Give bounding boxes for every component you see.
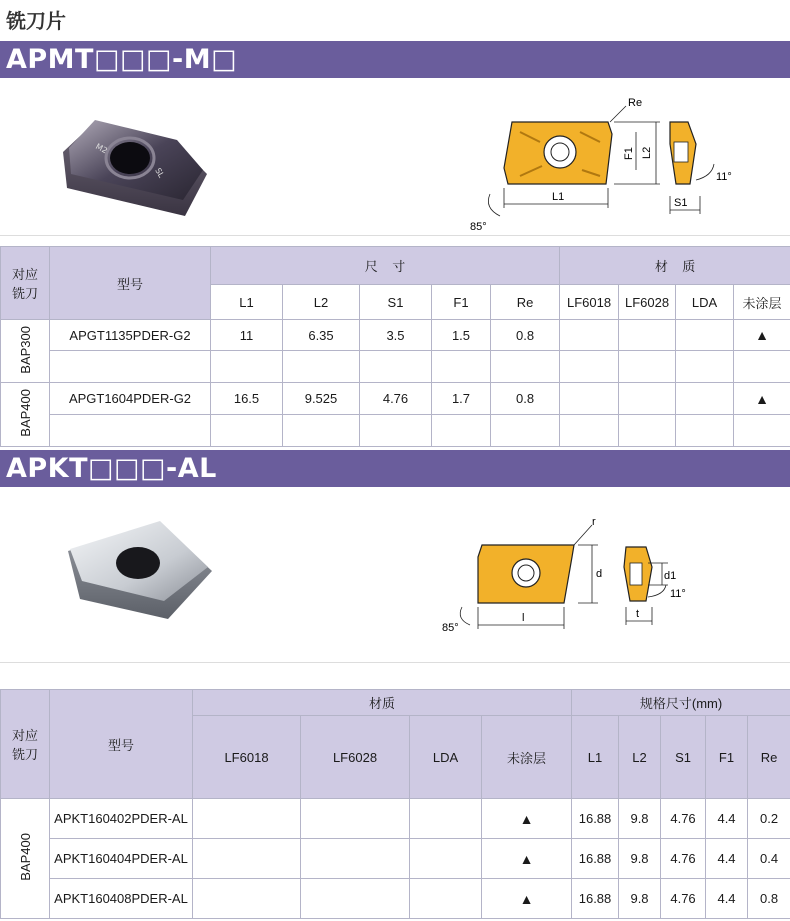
cell — [193, 799, 301, 839]
col-uncoated: 未涂层 — [734, 285, 790, 320]
col-lf6028: LF6028 — [619, 285, 676, 320]
angle-85: 85° — [442, 622, 459, 634]
cell — [619, 383, 676, 415]
col-model: 型号 — [50, 247, 211, 320]
dim-d1: d1 — [664, 570, 677, 582]
table-row — [1, 320, 790, 351]
col-l2: L2 — [283, 285, 360, 320]
col-tool: 对应 铣刀 — [1, 247, 50, 320]
cell: 4.76 — [661, 799, 706, 839]
cell-mark: ▲ — [482, 879, 572, 919]
cell-mark: ▲ — [734, 383, 790, 415]
cell — [560, 383, 619, 415]
tool-label: BAP300 — [17, 325, 33, 374]
group-size: 规格尺寸(mm) — [572, 690, 790, 716]
figure-apkt — [0, 487, 790, 663]
cell: 4.76 — [360, 383, 432, 415]
table-row-empty — [1, 415, 790, 447]
col-l2: L2 — [619, 716, 661, 799]
cell: 6.35 — [283, 320, 360, 351]
dim-s1: S1 — [674, 197, 688, 209]
cell — [301, 879, 410, 919]
group-size: 尺 寸 — [211, 247, 560, 285]
cell-model: APGT1604PDER-G2 — [50, 383, 211, 415]
cell — [560, 320, 619, 351]
cell — [676, 320, 734, 351]
drawing-apmt — [460, 84, 790, 234]
cell-mark: ▲ — [734, 320, 790, 351]
col-re: Re — [748, 716, 790, 799]
cell: 4.4 — [706, 879, 748, 919]
cell: 16.5 — [211, 383, 283, 415]
figure-apmt — [0, 78, 790, 236]
dim-l: l — [522, 612, 525, 624]
spec-table-apkt — [0, 689, 790, 919]
drawing-apkt — [436, 507, 766, 667]
col-l1: L1 — [572, 716, 619, 799]
col-f1: F1 — [706, 716, 748, 799]
cell: 9.8 — [619, 839, 661, 879]
dim-l1: L1 — [552, 191, 565, 203]
cell: 1.7 — [432, 383, 491, 415]
col-s1: S1 — [661, 716, 706, 799]
cell: 4.4 — [706, 839, 748, 879]
col-lf6028: LF6028 — [301, 716, 410, 799]
cell: 16.88 — [572, 799, 619, 839]
cell: 9.525 — [283, 383, 360, 415]
cell-model: APGT1135PDER-G2 — [50, 320, 211, 351]
cell: 3.5 — [360, 320, 432, 351]
table-row — [1, 799, 790, 839]
cell-model: APKT160408PDER-AL — [50, 879, 193, 919]
table-row-empty — [1, 351, 790, 383]
cell — [301, 799, 410, 839]
cell: 4.4 — [706, 799, 748, 839]
tool-label: BAP400 — [17, 389, 33, 437]
page-title: 铣刀片 — [6, 9, 66, 33]
cell — [410, 839, 482, 879]
cell-model: APKT160404PDER-AL — [50, 839, 193, 879]
cell: 9.8 — [619, 879, 661, 919]
insert-mark-a: M2 — [94, 141, 109, 156]
col-lf6018: LF6018 — [560, 285, 619, 320]
col-lda: LDA — [676, 285, 734, 320]
dim-re: Re — [628, 97, 643, 109]
cell: 0.4 — [748, 839, 790, 879]
cell: 1.5 — [432, 320, 491, 351]
group-material: 材质 — [193, 690, 572, 716]
cell — [676, 383, 734, 415]
col-lda: LDA — [410, 716, 482, 799]
cell: 0.8 — [491, 320, 560, 351]
cell — [301, 839, 410, 879]
dim-f1: F1 — [623, 147, 635, 160]
cell: 0.8 — [748, 879, 790, 919]
spec-table-apmt — [0, 246, 790, 447]
group-material: 材 质 — [560, 247, 790, 285]
dim-l2: L2 — [641, 146, 653, 159]
col-re: Re — [491, 285, 560, 320]
cell — [410, 879, 482, 919]
cell: 16.88 — [572, 879, 619, 919]
cell — [410, 799, 482, 839]
col-lf6018: LF6018 — [193, 716, 301, 799]
cell: 16.88 — [572, 839, 619, 879]
col-tool: 对应 铣刀 — [1, 690, 50, 799]
col-l1: L1 — [211, 285, 283, 320]
col-f1: F1 — [432, 285, 491, 320]
cell — [619, 320, 676, 351]
cell-mark: ▲ — [482, 799, 572, 839]
cell: 4.76 — [661, 879, 706, 919]
cell-mark: ▲ — [482, 839, 572, 879]
table-row — [1, 879, 790, 919]
cell: 9.8 — [619, 799, 661, 839]
angle-11: 11° — [670, 588, 686, 600]
cell: 11 — [211, 320, 283, 351]
insert-photo-apkt — [60, 515, 220, 635]
col-uncoated: 未涂层 — [482, 716, 572, 799]
dim-d: d — [596, 568, 603, 580]
cell — [193, 839, 301, 879]
col-s1: S1 — [360, 285, 432, 320]
col-model: 型号 — [50, 690, 193, 799]
angle-11: 11° — [716, 171, 732, 183]
insert-photo-apmt — [55, 108, 215, 228]
table-row — [1, 383, 790, 415]
angle-85: 85° — [470, 221, 487, 233]
table-row — [1, 839, 790, 879]
section-banner-apmt: APMT□□□-M□ — [0, 41, 790, 78]
cell: 0.8 — [491, 383, 560, 415]
cell: 4.76 — [661, 839, 706, 879]
section-banner-apkt: APKT□□□-AL — [0, 450, 790, 487]
cell — [193, 879, 301, 919]
tool-label: BAP400 — [17, 833, 33, 881]
cell-model: APKT160402PDER-AL — [50, 799, 193, 839]
dim-t: t — [636, 608, 640, 620]
insert-mark-b: SL — [153, 166, 166, 180]
cell: 0.2 — [748, 799, 790, 839]
dim-r: r — [592, 516, 596, 528]
